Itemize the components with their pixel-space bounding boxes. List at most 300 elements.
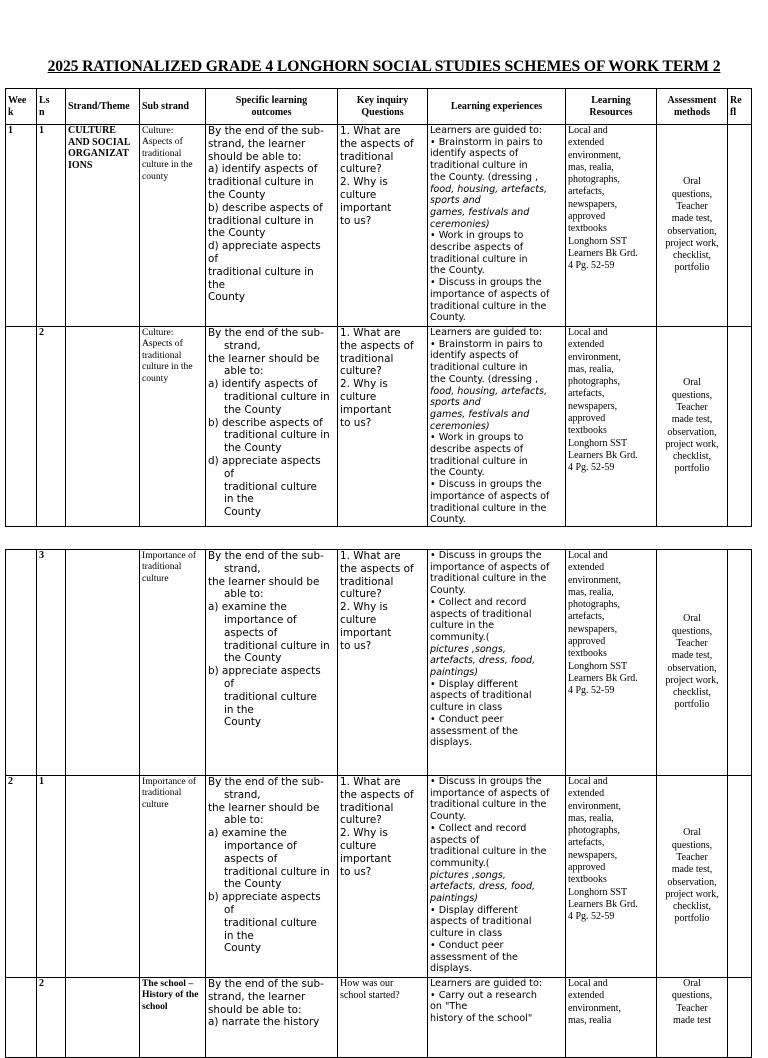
inquiry-line: important <box>340 403 392 416</box>
assessment-line: Teacher <box>676 200 708 212</box>
assessment-line: made test, <box>671 650 713 662</box>
experiences-line: community.( <box>430 631 490 643</box>
experiences-line: aspects of <box>430 834 480 846</box>
experiences-line: County. <box>430 312 466 324</box>
inquiry-line: important <box>340 852 392 865</box>
experiences-line: ceremonies) <box>430 218 490 230</box>
outcomes-line: the learner should be <box>208 575 320 588</box>
week-cell <box>6 327 37 527</box>
assessment-line: made test, <box>671 864 713 876</box>
assessment-line: Oral <box>683 176 701 188</box>
assessment-line: questions, <box>671 990 713 1002</box>
outcomes-line: the County <box>208 227 266 240</box>
assessment-line: checklist, <box>672 451 712 463</box>
outcomes-line: d) appreciate aspects <box>208 240 321 253</box>
resources-line: Local and <box>568 550 608 561</box>
assessment-line: Oral <box>683 613 701 625</box>
sub-strand-cell <box>140 327 206 527</box>
strand-cell <box>66 776 140 978</box>
lesson-cell: 2 <box>37 978 66 1058</box>
inquiry-cell <box>338 550 428 776</box>
resources-line: mas, realia, <box>568 161 614 173</box>
inquiry-cell <box>338 327 428 527</box>
experiences-line: displays. <box>430 737 473 749</box>
inquiry-line: culture <box>340 390 377 403</box>
resources-cell <box>566 776 657 978</box>
assessment-line: made test, <box>671 213 713 225</box>
resources-line: newspapers, <box>568 400 618 412</box>
outcomes-line: County <box>224 716 262 729</box>
assessment-line: Oral <box>683 978 701 989</box>
experiences-line: importance of aspects of <box>430 561 550 573</box>
resources-line: Learners Bk Grd. <box>568 449 638 461</box>
resources-line: 4 Pg. 52-59 <box>568 911 615 923</box>
week-cell: 2 <box>6 776 37 978</box>
header-assessment: Assessment methods <box>657 89 728 125</box>
experiences-cell <box>428 776 566 978</box>
outcomes-line: in the <box>224 703 254 716</box>
sub-strand-cell <box>140 125 206 327</box>
outcomes-line: able to: <box>224 365 264 378</box>
resources-line: Learners Bk Grd. <box>568 247 638 259</box>
experiences-line: • Collect and record <box>430 822 527 834</box>
outcomes-line: a) examine the <box>208 601 287 614</box>
inquiry-line: the aspects of <box>340 788 414 801</box>
assessment-line: questions, <box>671 188 713 200</box>
experiences-line: paintings) <box>430 893 479 905</box>
outcomes-cell <box>206 776 338 978</box>
inquiry-line: 1. What are <box>340 327 401 339</box>
sub-strand-line: Culture: <box>142 327 174 338</box>
experiences-line: pictures ,songs, <box>430 643 506 655</box>
header-experiences: Learning experiences <box>428 89 566 125</box>
resources-line: Longhorn SST <box>568 660 628 672</box>
sub-strand-line: traditional <box>142 561 182 573</box>
experiences-cell <box>428 978 566 1058</box>
experiences-line: history of the school" <box>430 1013 533 1025</box>
experiences-line: ceremonies) <box>430 420 490 432</box>
table-row <box>6 550 752 776</box>
outcomes-line: strand, the learner <box>208 990 306 1003</box>
resources-line: artefacts, <box>568 186 605 198</box>
sub-strand-line: culture in the <box>142 159 193 171</box>
lesson-cell: 1 <box>37 125 66 327</box>
outcomes-line: aspects of <box>224 626 278 639</box>
resources-line: Local and <box>568 776 608 787</box>
resources-line: approved <box>568 211 606 223</box>
table-header-row <box>6 89 752 125</box>
lesson-cell: 3 <box>37 550 66 776</box>
sub-strand-line: culture <box>142 572 169 584</box>
inquiry-line: important <box>340 201 392 214</box>
outcomes-line: a) narrate the history <box>208 1016 320 1029</box>
resources-line: textbooks <box>568 223 607 235</box>
assessment-line: project work, <box>665 438 719 450</box>
assessment-line: Teacher <box>676 851 708 863</box>
assessment-cell <box>657 125 728 327</box>
experiences-line: • Collect and record <box>430 596 527 608</box>
outcomes-line: the County <box>224 403 282 416</box>
resources-line: textbooks <box>568 648 607 660</box>
outcomes-line: should be able to: <box>208 1003 302 1016</box>
assessment-line: checklist, <box>672 901 712 913</box>
reflection-cell <box>728 978 752 1058</box>
experiences-line: traditional culture in <box>430 253 528 265</box>
experiences-line: food, housing, artefacts, <box>430 183 548 195</box>
inquiry-line: culture <box>340 613 377 626</box>
outcomes-line: should be able to: <box>208 150 302 163</box>
document-title: 2025 RATIONALIZED GRADE 4 LONGHORN SOCIAL STUDIES SCHEMES OF WORK TERM 2 <box>47 58 721 75</box>
resources-line: 4 Pg. 52-59 <box>568 260 615 272</box>
experiences-line: Learners are guided to: <box>430 125 543 136</box>
experiences-line: • Carry out a research <box>430 989 537 1001</box>
sub-strand-line: county <box>142 170 169 182</box>
experiences-line: • Display different <box>430 904 518 916</box>
resources-line: Learners Bk Grd. <box>568 672 638 684</box>
experiences-line: traditional culture in <box>430 455 528 467</box>
resources-line: 4 Pg. 52-59 <box>568 685 615 697</box>
experiences-line: • Conduct peer <box>430 939 504 951</box>
experiences-line: • Display different <box>430 678 518 690</box>
header-reflection: Re fl <box>728 89 752 125</box>
experiences-line: • Conduct peer <box>430 713 504 725</box>
experiences-line: community.( <box>430 857 490 869</box>
assessment-cell <box>657 978 728 1058</box>
reflection-cell <box>728 327 752 527</box>
week-cell <box>6 978 37 1058</box>
experiences-line: • Brainstorm in pairs to <box>430 136 543 148</box>
sub-strand-line: traditional <box>142 349 182 361</box>
experiences-line: • Brainstorm in pairs to <box>430 338 543 350</box>
resources-cell <box>566 550 657 776</box>
resources-line: extended <box>568 562 605 574</box>
sub-strand-line: traditional <box>142 147 182 159</box>
inquiry-line: 2. Why is <box>340 827 388 840</box>
strand-cell <box>66 550 140 776</box>
resources-cell <box>566 327 657 527</box>
inquiry-line: culture? <box>340 365 382 378</box>
experiences-line: traditional culture in the <box>430 846 547 858</box>
outcomes-line: traditional culture <box>224 690 317 703</box>
assessment-line: observation, <box>667 426 717 438</box>
resources-line: mas, realia, <box>568 363 614 375</box>
reflection-cell <box>728 776 752 978</box>
assessment-line: observation, <box>667 876 717 888</box>
experiences-line: games, festivals and <box>430 408 530 420</box>
lesson-cell: 2 <box>37 327 66 527</box>
resources-line: Longhorn SST <box>568 235 628 247</box>
sub-strand-line: school <box>142 1000 168 1012</box>
experiences-line: identify aspects of <box>430 350 519 362</box>
experiences-line: on "The <box>430 1001 468 1013</box>
experiences-line: • Work in groups to <box>430 432 524 444</box>
inquiry-line: the aspects of <box>340 137 414 150</box>
assessment-line: portfolio <box>674 699 710 711</box>
sub-strand-line: county <box>142 372 169 384</box>
inquiry-line: traditional <box>340 575 394 588</box>
outcomes-line: b) appreciate aspects <box>208 665 321 678</box>
outcomes-line: strand, the learner <box>208 137 306 150</box>
experiences-line: games, festivals and <box>430 206 530 218</box>
outcomes-line: strand, <box>224 788 261 801</box>
resources-line: approved <box>568 636 606 648</box>
outcomes-line: County <box>224 506 262 519</box>
inquiry-line: to us? <box>340 639 372 652</box>
inquiry-line: 2. Why is <box>340 601 388 614</box>
outcomes-line: importance of <box>224 613 297 626</box>
experiences-line: County. <box>430 811 466 823</box>
outcomes-line: of <box>224 467 235 480</box>
outcomes-line: b) describe aspects of <box>208 416 323 429</box>
assessment-line: questions, <box>671 389 713 401</box>
lesson-cell: 1 <box>37 776 66 978</box>
experiences-line: artefacts, dress, food, <box>430 881 536 893</box>
experiences-line: traditional culture in the <box>430 502 547 514</box>
resources-line: Local and <box>568 125 608 136</box>
inquiry-line: important <box>340 626 392 639</box>
outcomes-line: traditional culture in <box>224 865 330 878</box>
assessment-line: questions, <box>671 625 713 637</box>
assessment-line: observation, <box>667 225 717 237</box>
experiences-line: describe aspects of <box>430 444 524 456</box>
strand-cell <box>66 125 140 327</box>
inquiry-line: culture <box>340 188 377 201</box>
outcomes-line: a) identify aspects of <box>208 163 318 176</box>
resources-line: extended <box>568 990 605 1002</box>
outcomes-line: in the <box>224 929 254 942</box>
inquiry-line: 2. Why is <box>340 176 388 189</box>
header-outcomes: Specific learning outcomes <box>206 89 338 125</box>
outcomes-line: the learner should be <box>208 352 320 365</box>
resources-line: newspapers, <box>568 849 618 861</box>
assessment-line: project work, <box>665 888 719 900</box>
resources-cell <box>566 125 657 327</box>
outcomes-line: d) appreciate aspects <box>208 454 321 467</box>
experiences-line: Learners are guided to: <box>430 978 543 989</box>
outcomes-line: strand, <box>224 339 261 352</box>
experiences-line: pictures ,songs, <box>430 869 506 881</box>
experiences-line: culture in class <box>430 928 503 940</box>
reflection-cell <box>728 550 752 776</box>
outcomes-cell <box>206 327 338 527</box>
experiences-line: sports and <box>430 397 481 409</box>
inquiry-line: the aspects of <box>340 339 414 352</box>
resources-line: extended <box>568 137 605 149</box>
resources-line: Learners Bk Grd. <box>568 898 638 910</box>
experiences-cell <box>428 327 566 527</box>
resources-line: Longhorn SST <box>568 437 628 449</box>
resources-line: extended <box>568 788 605 800</box>
resources-line: mas, realia <box>568 1014 612 1026</box>
assessment-line: Oral <box>683 827 701 839</box>
resources-line: mas, realia, <box>568 812 614 824</box>
outcomes-line: a) identify aspects of <box>208 378 318 391</box>
outcomes-line: traditional culture in <box>224 639 330 652</box>
assessment-line: portfolio <box>674 913 710 925</box>
resources-line: environment, <box>568 800 622 812</box>
assessment-line: made test, <box>671 414 713 426</box>
inquiry-line: traditional <box>340 352 394 365</box>
experiences-line: • Discuss in groups the <box>430 277 542 289</box>
assessment-line: checklist, <box>672 687 712 699</box>
experiences-line: • Discuss in groups the <box>430 550 542 561</box>
experiences-line: describe aspects of <box>430 242 524 254</box>
week-cell <box>6 550 37 776</box>
outcomes-line: strand, <box>224 562 261 575</box>
sub-strand-line: Importance of <box>142 550 197 561</box>
outcomes-line: By the end of the sub- <box>208 327 324 339</box>
inquiry-line: 1. What are <box>340 776 401 788</box>
inquiry-line: culture? <box>340 588 382 601</box>
outcomes-line: traditional culture in <box>224 390 330 403</box>
table-row <box>6 125 752 327</box>
experiences-line: aspects of traditional <box>430 690 532 702</box>
resources-line: photographs, <box>568 376 620 388</box>
outcomes-line: By the end of the sub- <box>208 125 324 137</box>
header-resources: Learning Resources <box>566 89 657 125</box>
resources-line: photographs, <box>568 599 620 611</box>
experiences-line: culture in class <box>430 702 503 714</box>
experiences-line: paintings) <box>430 667 479 679</box>
experiences-line: importance of aspects of <box>430 288 550 300</box>
assessment-line: observation, <box>667 662 717 674</box>
outcomes-line: traditional culture in <box>224 429 330 442</box>
resources-line: environment, <box>568 574 622 586</box>
resources-line: artefacts, <box>568 837 605 849</box>
strand-line: AND SOCIAL <box>68 136 131 148</box>
sub-strand-line: traditional <box>142 787 182 799</box>
experiences-line: culture in the <box>430 620 495 632</box>
experiences-line: the County. <box>430 467 485 479</box>
assessment-line: made test <box>672 1014 712 1026</box>
experiences-line: traditional culture in the <box>430 799 547 811</box>
outcomes-line: able to: <box>224 588 264 601</box>
outcomes-line: able to: <box>224 814 264 827</box>
outcomes-line: a) examine the <box>208 827 287 840</box>
outcomes-line: By the end of the sub- <box>208 978 324 990</box>
table-row <box>6 978 752 1058</box>
experiences-line: sports and <box>430 195 481 207</box>
strand-line: IONS <box>68 159 93 171</box>
assessment-line: portfolio <box>674 463 710 475</box>
outcomes-line: the County <box>224 442 282 455</box>
sub-strand-line: The school – <box>142 978 194 989</box>
experiences-line: traditional culture in the <box>430 300 547 312</box>
header-strand: Strand/Theme <box>66 89 140 125</box>
sub-strand-cell <box>140 978 206 1058</box>
inquiry-cell <box>338 978 428 1058</box>
experiences-line: • Discuss in groups the <box>430 479 542 491</box>
outcomes-line: b) describe aspects of <box>208 201 323 214</box>
experiences-line: traditional culture in the <box>430 573 547 585</box>
outcomes-line: traditional culture <box>224 480 317 493</box>
inquiry-line: traditional <box>340 150 394 163</box>
experiences-cell <box>428 125 566 327</box>
experiences-line: the County. <box>430 265 485 277</box>
experiences-line: assessment of the <box>430 951 518 963</box>
outcomes-line: in the <box>224 493 254 506</box>
sub-strand-line: History of the <box>142 989 199 1001</box>
outcomes-line: b) appreciate aspects <box>208 891 321 904</box>
inquiry-line: 1. What are <box>340 125 401 137</box>
resources-line: photographs, <box>568 174 620 186</box>
inquiry-line: to us? <box>340 865 372 878</box>
resources-line: approved <box>568 413 606 425</box>
experiences-line: assessment of the <box>430 725 518 737</box>
inquiry-cell <box>338 776 428 978</box>
assessment-line: portfolio <box>674 262 710 274</box>
experiences-line: • Discuss in groups the <box>430 776 542 787</box>
assessment-line: Teacher <box>676 401 708 413</box>
experiences-line: the County. (dressing , <box>430 373 539 385</box>
experiences-line: aspects of traditional <box>430 608 532 620</box>
outcomes-line: of <box>224 677 235 690</box>
inquiry-line: to us? <box>340 214 372 227</box>
strand-line: ORGANIZAT <box>68 148 129 159</box>
resources-line: newspapers, <box>568 198 618 210</box>
resources-line: environment, <box>568 149 622 161</box>
sub-strand-line: Aspects of <box>142 136 183 148</box>
sub-strand-line: culture <box>142 798 169 810</box>
inquiry-line: culture? <box>340 163 382 176</box>
assessment-line: Teacher <box>676 637 708 649</box>
table-row <box>6 327 752 527</box>
resources-line: environment, <box>568 351 622 363</box>
experiences-line: traditional culture in <box>430 362 528 374</box>
experiences-line: aspects of traditional <box>430 916 532 928</box>
resources-line: artefacts, <box>568 388 605 400</box>
resources-line: environment, <box>568 1002 622 1014</box>
experiences-line: food, housing, artefacts, <box>430 385 548 397</box>
outcomes-cell <box>206 978 338 1058</box>
experiences-line: Learners are guided to: <box>430 327 543 338</box>
experiences-line: County. <box>430 585 466 597</box>
resources-line: textbooks <box>568 425 607 437</box>
outcomes-line: the County <box>208 188 266 201</box>
inquiry-line: school started? <box>340 989 400 1001</box>
outcomes-line: County <box>208 291 246 304</box>
assessment-line: project work, <box>665 674 719 686</box>
experiences-cell <box>428 550 566 776</box>
outcomes-line: of <box>208 252 219 265</box>
experiences-line: the County. (dressing , <box>430 171 539 183</box>
sub-strand-cell <box>140 550 206 776</box>
experiences-line: identify aspects of <box>430 148 519 160</box>
inquiry-line: the aspects of <box>340 562 414 575</box>
outcomes-line: traditional culture in <box>208 265 314 278</box>
inquiry-cell <box>338 125 428 327</box>
experiences-line: County. <box>430 514 466 526</box>
sub-strand-line: Importance of <box>142 776 197 787</box>
assessment-line: Oral <box>683 377 701 389</box>
strand-line: CULTURE <box>68 125 116 136</box>
assessment-line: Teacher <box>676 1002 708 1014</box>
resources-line: 4 Pg. 52-59 <box>568 462 615 474</box>
resources-cell <box>566 978 657 1058</box>
schemes-table-part-1 <box>5 88 752 527</box>
outcomes-cell <box>206 125 338 327</box>
sub-strand-line: culture in the <box>142 361 193 373</box>
experiences-line: importance of aspects of <box>430 490 550 502</box>
resources-line: mas, realia, <box>568 586 614 598</box>
sub-strand-line: Aspects of <box>142 338 183 350</box>
experiences-line: displays. <box>430 963 473 975</box>
outcomes-line: aspects of <box>224 852 278 865</box>
week-cell: 1 <box>6 125 37 327</box>
outcomes-line: the County <box>224 878 282 891</box>
outcomes-line: traditional culture in <box>208 214 314 227</box>
inquiry-line: culture? <box>340 814 382 827</box>
